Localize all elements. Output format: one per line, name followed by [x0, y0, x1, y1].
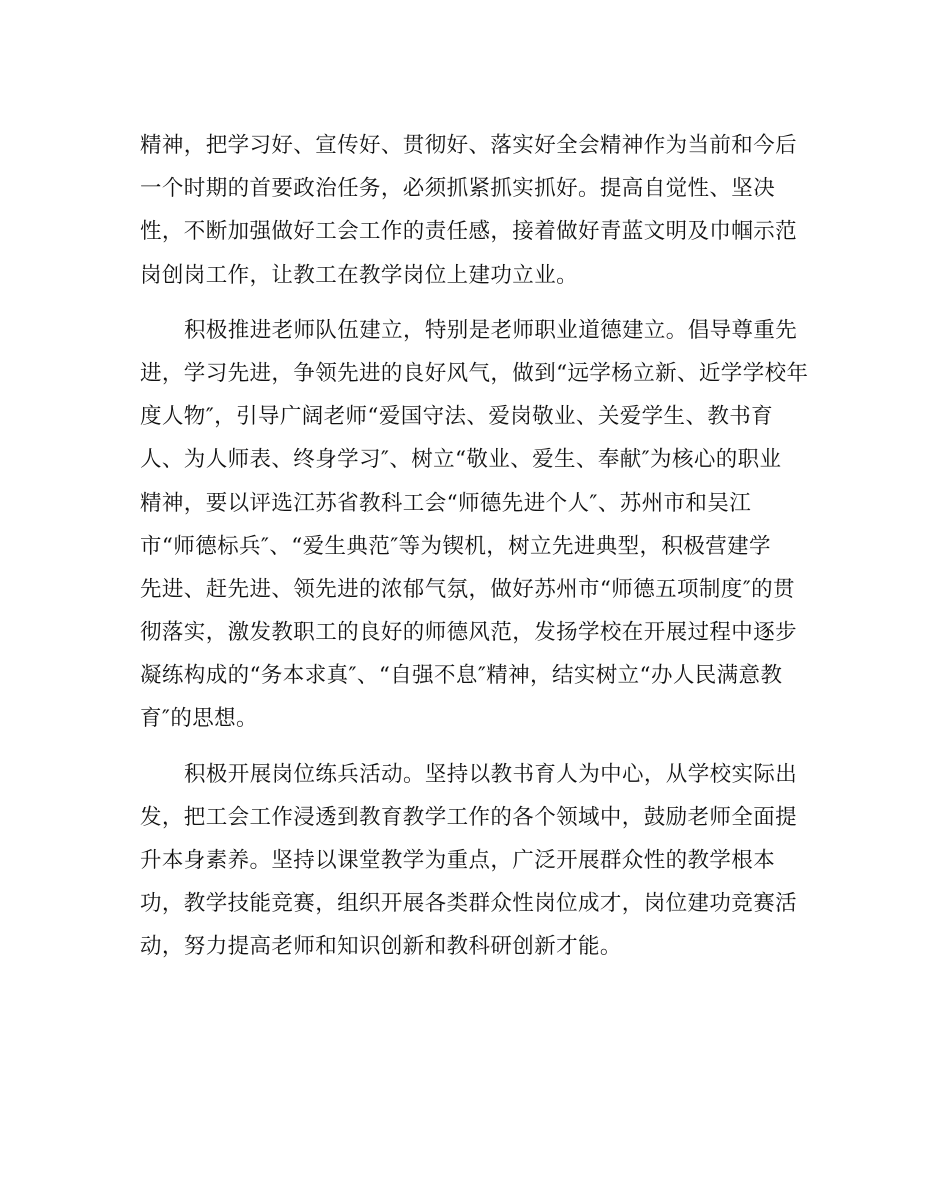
paragraph-2 — [140, 309, 810, 741]
paragraph-line: 积极开展岗位练兵活动。坚持以教书育人为中心，从学校实际出 — [184, 761, 798, 787]
paragraph-line: 市“师德标兵″、“爱生典范″等为锲机，树立先进典型，积极营建学 — [140, 533, 771, 559]
paragraph-3 — [140, 753, 810, 969]
paragraph-line: 性，不断加强做好工会工作的责任感，接着做好青蓝文明及巾帼示范 — [140, 219, 798, 245]
paragraph-line: 凝练构成的“务本求真″、“自强不息″精神，结实树立“办人民满意教 — [140, 663, 783, 689]
paragraph-line: 动，努力提高老师和知识创新和教科研创新才能。 — [140, 934, 622, 960]
paragraph-line: 度人物″，引导广阔老师“爱国守法、爱岗敬业、关爱学生、教书育 — [140, 404, 774, 430]
paragraph-line: 功，教学技能竞赛，组织开展各类群众性岗位成才，岗位建功竞赛活 — [140, 891, 798, 917]
paragraph-spacing — [140, 741, 810, 753]
paragraph-line: 一个时期的首要政治任务，必须抓紧抓实抓好。提高自觉性、坚决 — [140, 176, 776, 202]
paragraph-line: 积极推进老师队伍建立，特别是老师职业道德建立。倡导尊重先 — [184, 317, 798, 343]
paragraph-line: 岗创岗工作，让教工在教学岗位上建功立业。 — [140, 262, 579, 288]
paragraph-line: 进，学习先进，争领先进的良好风气，做到“远学杨立新、近学学校年 — [140, 360, 809, 386]
paragraph-line: 先进、赶先进、领先进的浓郁气氛，做好苏州市“师德五项制度″的贯 — [140, 576, 795, 602]
paragraph-line: 人、为人师表、终身学习″、树立“敬业、爱生、奉献″为核心的职业 — [140, 447, 782, 473]
paragraph-line: 育″的思想。 — [140, 706, 258, 732]
paragraph-spacing — [140, 297, 810, 309]
paragraph-line: 升本身素养。坚持以课堂教学为重点，广泛开展群众性的教学根本 — [140, 848, 776, 873]
paragraph-line: 彻落实，激发教职工的良好的师德风范，发扬学校在开展过程中逐步 — [140, 620, 798, 646]
document-body — [140, 124, 810, 969]
paragraph-line: 精神，把学习好、宣传好、贯彻好、落实好全会精神作为当前和今后 — [140, 133, 798, 158]
paragraph-line: 发，把工会工作浸透到教育教学工作的各个领域中，鼓励老师全面提 — [140, 804, 798, 830]
paragraph-line: 精神，要以评选江苏省教科工会“师德先进个人″、苏州市和吴江 — [140, 490, 752, 516]
paragraph-1 — [140, 124, 810, 297]
